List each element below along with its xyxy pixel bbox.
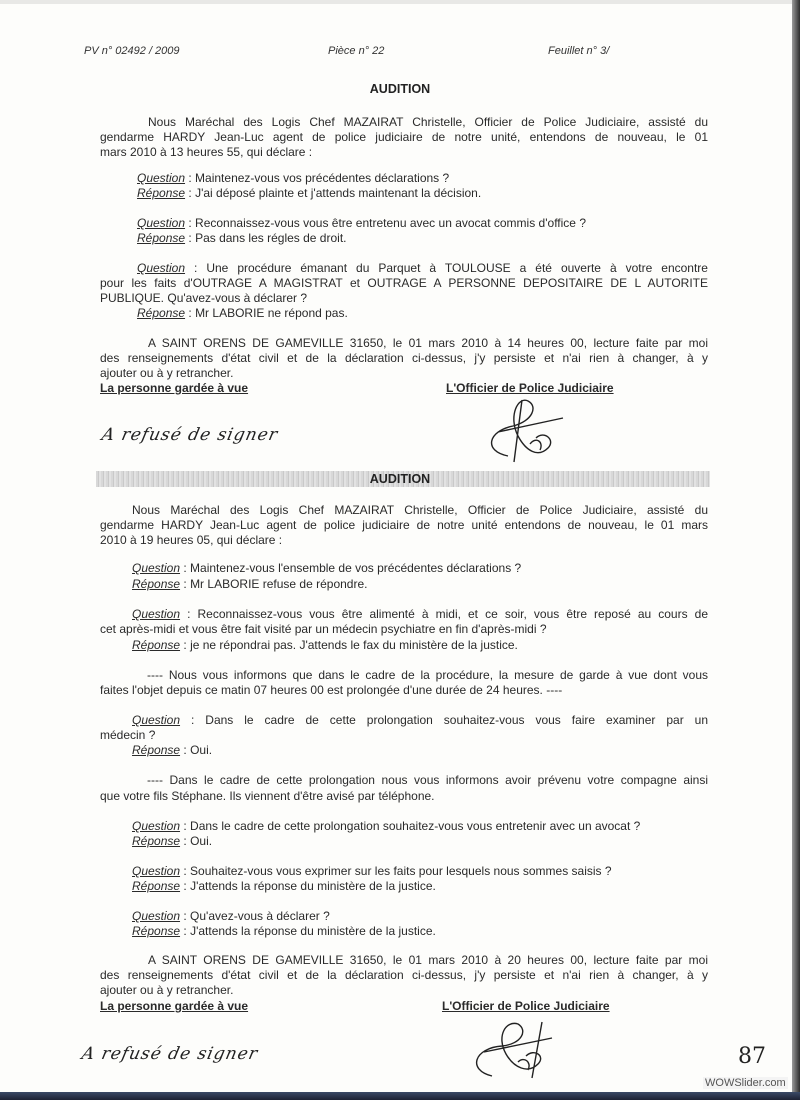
answer-line <box>132 577 367 591</box>
closing-line: des renseignements d'état civil et de la déclaration ci-dessus, j'y persiste et n'ai rien à changer, à y <box>100 351 708 365</box>
question-text: Dans le cadre de cette prolongation souhaitez-vous vous entretenir avec un avocat ? <box>190 819 641 833</box>
intro-line: gendarme HARDY Jean-Luc agent de police judiciaire de notre unité entendons de nouveau, le 01 mars <box>100 518 708 532</box>
answer-label: Réponse <box>132 577 181 591</box>
label-separator: : <box>180 834 191 848</box>
label-separator: : <box>185 216 196 230</box>
scan-bottom-edge <box>0 1092 800 1100</box>
question-text: Dans le cadre de cette prolongation souhaitez-vous vous faire examiner par un <box>205 713 708 727</box>
answer-label: Réponse <box>132 879 181 893</box>
question-line <box>132 864 612 878</box>
intro-line: Nous Maréchal des Logis Chef MAZAIRAT Christelle, Officier de Police Judiciaire, assisté du <box>132 503 708 517</box>
section1-title: AUDITION <box>369 82 431 96</box>
note-line: ---- Dans le cadre de cette prolongation nous vous informons avoir prévenu votre compagne ainsi <box>147 773 708 787</box>
section2-handwritten-refusal: A refusé de signer <box>79 1044 260 1064</box>
question-text: Souhaitez-vous vous exprimer sur les faits pour lesquels nous sommes saisis ? <box>190 864 612 878</box>
question-label: Question <box>137 261 186 275</box>
question-line <box>132 819 640 833</box>
answer-text: Pas dans les régles de droit. <box>195 231 347 245</box>
question-line: médecin ? <box>100 728 156 742</box>
label-separator: : <box>180 713 206 727</box>
label-separator: : <box>185 306 196 320</box>
question-label: Question <box>132 713 181 727</box>
closing-line: des renseignements d'état civil et de la déclaration ci-dessus, j'y persiste et n'ai rien à changer, à y <box>100 968 708 982</box>
intro-line: 2010 à 19 heures 05, qui déclare : <box>100 533 283 547</box>
answer-text: Mr LABORIE ne répond pas. <box>195 306 348 320</box>
section2-officer-label: L'Officier de Police Judiciaire <box>442 999 610 1013</box>
label-separator: : <box>180 864 191 878</box>
label-separator: : <box>180 607 198 621</box>
question-line <box>132 713 708 727</box>
question-text: Reconnaissez-vous vous être entretenu avec un avocat commis d'office ? <box>195 216 586 230</box>
pv-number: PV n° 02492 / 2009 <box>84 45 180 57</box>
answer-text: Oui. <box>190 834 213 848</box>
note-line: ---- Nous vous informons que dans le cadre de la procédure, la mesure de garde à vue dont vous <box>147 668 708 682</box>
question-line: pour les faits d'OUTRAGE A MAGISTRAT et OUTRAGE A PERSONNE DEPOSITAIRE DE L AUTORITE <box>100 276 708 290</box>
label-separator: : <box>180 879 191 893</box>
answer-line <box>132 834 212 848</box>
answer-text: J'attends la réponse du ministère de la justice. <box>190 879 436 893</box>
question-label: Question <box>132 864 181 878</box>
answer-line <box>137 186 481 200</box>
scan-right-edge <box>792 0 800 1100</box>
label-separator: : <box>180 577 191 591</box>
question-label: Question <box>132 909 181 923</box>
question-text: Maintenez-vous vos précédentes déclarations ? <box>195 171 450 185</box>
label-separator: : <box>180 561 191 575</box>
question-line: cet après-midi et vous être fait visité par un médecin psychiatre en fin d'après-midi ? <box>100 622 547 636</box>
answer-text: J'ai déposé plainte et j'attends maintenant la décision. <box>195 186 482 200</box>
answer-label: Réponse <box>132 743 181 757</box>
answer-label: Réponse <box>132 638 181 652</box>
closing-line: ajouter ou à y retrancher. <box>100 983 234 997</box>
closing-line: A SAINT ORENS DE GAMEVILLE 31650, le 01 mars 2010 à 14 heures 00, lecture faite par moi <box>148 336 708 350</box>
watermark: WOWSlider.com <box>705 1077 786 1089</box>
page-number: 87 <box>738 1044 766 1069</box>
label-separator: : <box>180 819 191 833</box>
piece-number: Pièce n° 22 <box>328 45 385 57</box>
question-label: Question <box>132 819 181 833</box>
intro-line: mars 2010 à 13 heures 55, qui déclare : <box>100 145 313 159</box>
question-line <box>137 261 708 275</box>
answer-label: Réponse <box>137 186 186 200</box>
question-line <box>132 607 708 621</box>
answer-line <box>132 924 436 938</box>
answer-label: Réponse <box>132 924 181 938</box>
section1-detainee-label: La personne gardée à vue <box>100 381 249 395</box>
intro-line: gendarme HARDY Jean-Luc agent de police judiciaire de notre unité, entendons de nouveau, le 01 <box>100 130 708 144</box>
question-label: Question <box>137 216 186 230</box>
question-line <box>137 216 586 230</box>
answer-label: Réponse <box>132 834 181 848</box>
label-separator: : <box>185 186 196 200</box>
label-separator: : <box>180 638 191 652</box>
label-separator: : <box>185 171 196 185</box>
answer-text: Oui. <box>190 743 213 757</box>
answer-label: Réponse <box>137 231 186 245</box>
label-separator: : <box>180 909 191 923</box>
label-separator: : <box>180 924 191 938</box>
answer-text: J'attends la réponse du ministère de la justice. <box>190 924 436 938</box>
note-line: faites l'objet depuis ce matin 07 heures 00 est prolongée d'une durée de 24 heures. ---- <box>100 683 563 697</box>
question-text: Maintenez-vous l'ensemble de vos précédentes déclarations ? <box>190 561 522 575</box>
question-line <box>132 561 521 575</box>
closing-line: A SAINT ORENS DE GAMEVILLE 31650, le 01 mars 2010 à 20 heures 00, lecture faite par moi <box>148 953 708 967</box>
section1-officer-signature <box>478 396 568 468</box>
section1-officer-label: L'Officier de Police Judiciaire <box>446 381 614 395</box>
label-separator: : <box>185 231 196 245</box>
scan-top-edge <box>0 0 792 4</box>
question-text: Reconnaissez-vous vous être alimenté à midi, et ce soir, vous être reposé au cours de <box>197 607 708 621</box>
label-separator: : <box>180 743 191 757</box>
question-label: Question <box>137 171 186 185</box>
section1-handwritten-refusal: A refusé de signer <box>99 425 280 445</box>
answer-line <box>137 231 346 245</box>
feuillet-number: Feuillet n° 3/ <box>548 45 610 57</box>
answer-line <box>132 638 518 652</box>
question-label: Question <box>132 561 181 575</box>
answer-text: je ne répondrai pas. J'attends le fax du ministère de la justice. <box>190 638 518 652</box>
question-line <box>132 909 330 923</box>
answer-label: Réponse <box>137 306 186 320</box>
closing-line: ajouter ou à y retrancher. <box>100 366 234 380</box>
section2-officer-signature <box>462 1018 562 1082</box>
section2-title: AUDITION <box>369 472 431 486</box>
question-label: Question <box>132 607 181 621</box>
intro-line: Nous Maréchal des Logis Chef MAZAIRAT Christelle, Officier de Police Judiciaire, assisté du <box>148 115 708 129</box>
answer-line <box>137 306 348 320</box>
note-line: que votre fils Stéphane. Ils viennent d'être avisé par téléphone. <box>100 789 435 803</box>
question-line <box>137 171 449 185</box>
question-text: Qu'avez-vous à déclarer ? <box>190 909 330 923</box>
label-separator: : <box>185 261 207 275</box>
answer-line <box>132 743 212 757</box>
answer-line <box>132 879 436 893</box>
question-line: PUBLIQUE. Qu'avez-vous à déclarer ? <box>100 291 308 305</box>
question-text: Une procédure émanant du Parquet à TOULOUSE a été ouverte à votre encontre <box>206 261 708 275</box>
answer-text: Mr LABORIE refuse de répondre. <box>190 577 368 591</box>
section2-detainee-label: La personne gardée à vue <box>100 999 249 1013</box>
